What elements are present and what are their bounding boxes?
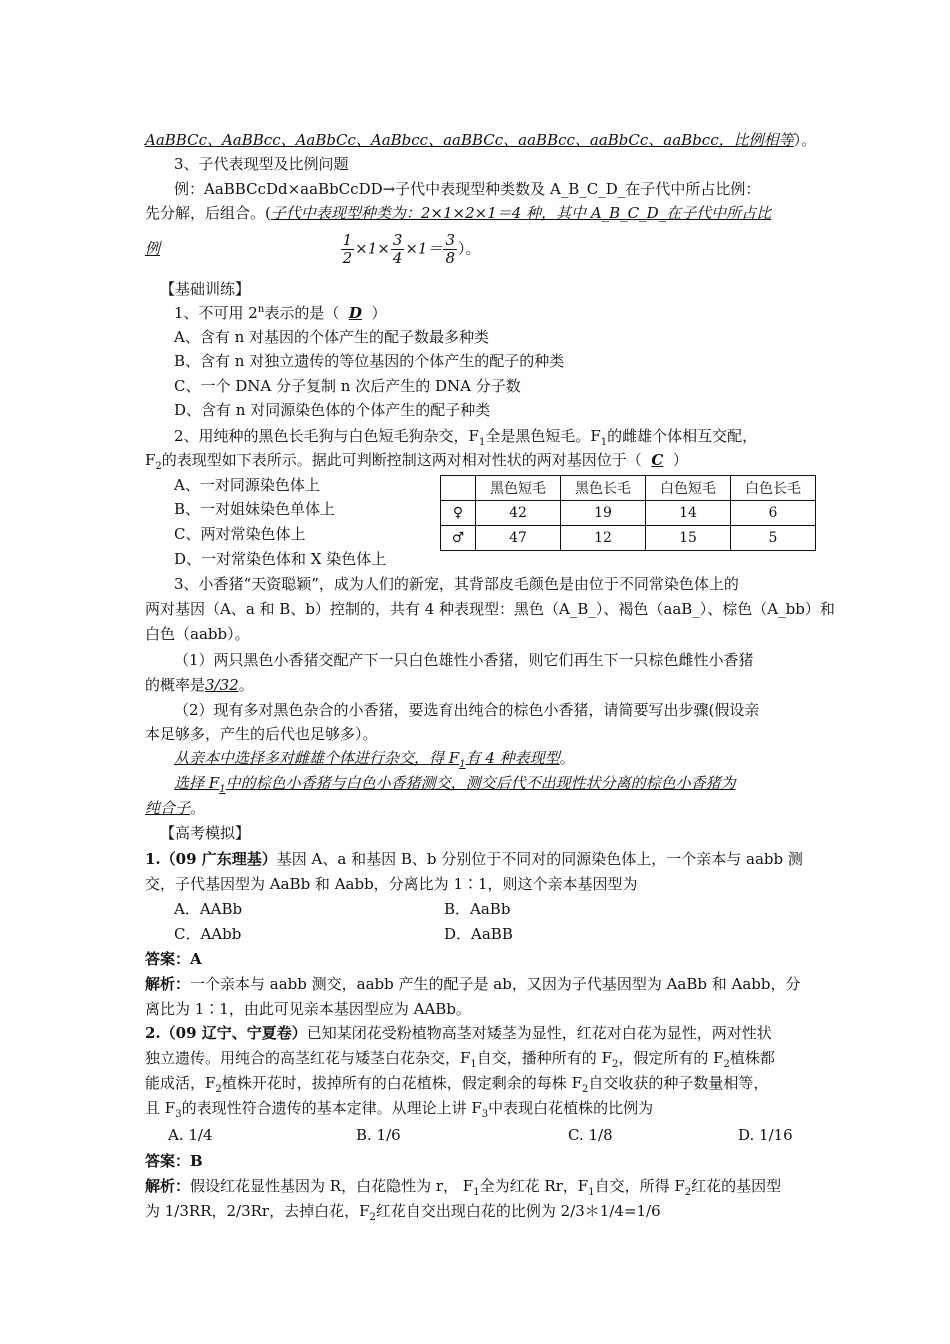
text: 中表现白花植株的比例为 (488, 1099, 654, 1117)
text-line: 离比为 1∶1，由此可见亲本基因型应为 AABb。 (145, 1000, 471, 1018)
text: ，假定所有的 F (618, 1049, 724, 1067)
text-line: 白色（aabb）。 (145, 625, 250, 643)
text-line (145, 232, 481, 267)
section-heading: 【高考模拟】 (160, 824, 251, 842)
answer-label: 答案：A (145, 950, 202, 968)
answer-text: AaBBCc、AaBBcc、AaBbCc、AaBbcc、aaBBCc、aaBBcc、aaBbCc、aaBbcc，比例相等 (145, 131, 794, 149)
option-c: C. 1/8 (568, 1126, 613, 1144)
text-line (145, 674, 254, 696)
denominator: 8 (445, 249, 456, 267)
option-a: A、含有 n 对基因的个体产生的配子数最多种类 (174, 328, 490, 346)
answer-text: 纯合子 (145, 799, 191, 817)
denominator: 4 (392, 249, 403, 267)
text: ×1× (355, 239, 390, 258)
text-line (145, 1097, 653, 1119)
answer-text: 中的棕色小香猪与白色小香猪测交，测交后代不出现性状分离的棕色小香猪为 (225, 774, 736, 792)
numerator: 1 (342, 231, 353, 249)
table-header-cell: 黑色长毛 (561, 476, 646, 501)
text: 。 (559, 749, 575, 767)
numerator: 3 (392, 231, 403, 249)
table-header-cell: 白色长毛 (731, 476, 816, 501)
table-cell: 6 (731, 501, 816, 526)
text: 假设红花显性基因为 R，白花隐性为 r， F (190, 1177, 474, 1195)
option-b: B、一对姐妹染色单体上 (174, 500, 336, 518)
text: 全是黑色短毛。F (485, 427, 601, 445)
table-cell: 14 (646, 501, 731, 526)
question-1 (174, 302, 386, 324)
table-cell: 47 (476, 526, 561, 551)
explanation-label: 解析： (145, 975, 191, 993)
text: 先分解，后组合。( (145, 204, 271, 222)
answer-mark: D (348, 304, 362, 322)
text: ） (672, 451, 688, 469)
option-c: C、两对常染色体上 (174, 525, 306, 543)
subscript: 1 (600, 437, 608, 448)
text-line: 交，子代基因型为 AaBb 和 Aabb，分离比为 1∶1，则这个亲本基因型为 (145, 875, 638, 893)
answer-text: 子代中表现型种类为：2×1×2×1＝4 种，其中 A_B_C_D_在子代中所占比 (270, 204, 772, 222)
table-header-cell: 白色短毛 (646, 476, 731, 501)
text: 的表现性符合遗传的基本定律。从理论上讲 F (181, 1099, 482, 1117)
text: 已知某闭花受粉植物高茎对矮茎为显性，红花对白花为显性，两对性状 (306, 1024, 772, 1042)
option-a: A. 1/4 (168, 1126, 213, 1144)
text: 且 F (145, 1099, 176, 1117)
question-source: 2.（09 辽宁、宁夏卷） (145, 1024, 307, 1042)
explanation (145, 1175, 781, 1197)
table-cell: 15 (646, 526, 731, 551)
subscript: 3 (481, 1109, 489, 1120)
option-b: B．AaBb (444, 900, 511, 918)
text-line: 本足够多，产生的后代也足够多）。 (145, 725, 378, 743)
text: 2、用纯种的黑色长毛狗与白色短毛狗杂交，F (174, 427, 479, 445)
text-line: （2）现有多对黑色杂合的小香猪，要选育出纯合的棕色小香猪，请简要写出步骤(假设亲 (174, 701, 760, 719)
text-line (145, 1200, 661, 1222)
option-d: D、一对常染色体和 X 染色体上 (174, 550, 387, 568)
text: F (145, 451, 156, 469)
phenotype-table (440, 475, 816, 551)
subscript: 2 (369, 1212, 376, 1223)
subscript: 2 (611, 1059, 619, 1070)
section-heading: 3、子代表现型及比例问题 (174, 155, 349, 173)
subscript: 2 (155, 461, 162, 472)
text-line: 例：AaBBCcDd×aaBbCcDD→子代中表现型种类数及 A_B_C_D_在子代中所占比例： (174, 180, 761, 198)
subscript: 1 (588, 1187, 595, 1198)
table-header-cell: 黑色短毛 (476, 476, 561, 501)
text: 的表现型如下表所示。据此可判断控制这两对相对性状的两对基因位于（ (161, 451, 642, 469)
fraction (443, 232, 457, 267)
text: 1、不可用 2 (174, 304, 258, 322)
text: 能成活，F (145, 1074, 216, 1092)
table-cell: ♂ (441, 526, 476, 551)
text: ）。 (458, 239, 481, 258)
subscript: 1 (459, 759, 466, 770)
answer-text: 有 4 种表现型 (465, 749, 560, 767)
answer-line (174, 747, 575, 769)
table-header-row (441, 476, 816, 501)
text: 一个亲本与 aabb 测交，aabb 产生的配子是 ab，又因为子代基因型为 AaBb 和 Aabb，分 (190, 975, 801, 993)
text: 红花的基因型 (691, 1177, 782, 1195)
answer-text: 例 (145, 239, 161, 258)
answer-text: 选择 F (174, 774, 220, 792)
text: ×1＝ (405, 239, 443, 258)
option-d: D．AaBB (444, 925, 513, 943)
denominator: 2 (342, 249, 353, 267)
fraction (341, 232, 355, 267)
text: 植株都 (729, 1049, 775, 1067)
text: ） (371, 304, 387, 322)
text: 的概率是 (145, 676, 206, 694)
table-row (441, 526, 816, 551)
explanation-label: 解析： (145, 1177, 191, 1195)
question-source: 1.（09 广东理基） (145, 850, 277, 868)
table-cell: 19 (561, 501, 646, 526)
numerator: 3 (445, 231, 456, 249)
table-header-cell (441, 476, 476, 501)
superscript: n (257, 304, 265, 315)
table-cell: 42 (476, 501, 561, 526)
table-row (441, 501, 816, 526)
text: 自交，播种所有的 F (476, 1049, 612, 1067)
answer-mark: C (651, 451, 664, 469)
text-line (145, 1072, 768, 1094)
option-b: B. 1/6 (356, 1126, 401, 1144)
text-line (145, 202, 771, 224)
subscript: 2 (215, 1084, 222, 1095)
answer-text: 从亲本中选择多对雌雄个体进行杂交，得 F (174, 749, 460, 767)
option-b: B、含有 n 对独立遗传的等位基因的个体产生的配子的种类 (174, 352, 565, 370)
text: ）。 (793, 131, 817, 149)
text-line: 两对基因（A、a 和 B、b）控制的，共有 4 种表现型：黑色（A_B_）、褐色（aaB_）、棕色（A_bb）和 (145, 600, 835, 618)
table-cell: 12 (561, 526, 646, 551)
option-c: C．AAbb (174, 925, 242, 943)
subscript: 1 (478, 437, 486, 448)
question-2 (174, 425, 757, 447)
subscript: 1 (473, 1187, 480, 1198)
table-cell: ♀ (441, 501, 476, 526)
text-line (145, 449, 688, 471)
option-c: C、一个 DNA 分子复制 n 次后产生的 DNA 分子数 (174, 377, 521, 395)
text-line (145, 1047, 775, 1069)
subscript: 2 (684, 1187, 692, 1198)
text: 自交收获的种子数量相等， (588, 1074, 769, 1092)
explanation (145, 973, 801, 995)
subscript: 2 (723, 1059, 730, 1070)
option-a: A、一对同源染色体上 (174, 476, 320, 494)
fraction (391, 232, 405, 267)
option-d: D. 1/16 (738, 1126, 793, 1144)
text-line: （1）两只黑色小香猪交配产下一只白色雄性小香猪，则它们再生下一只棕色雌性小香猪 (174, 651, 754, 669)
subscript: 3 (175, 1109, 182, 1120)
text: 的雌雄个体相互交配， (607, 427, 758, 445)
text: 植株开花时，拔掉所有的白花植株，假定剩余的每株 F (221, 1074, 582, 1092)
option-a: A．AABb (174, 900, 243, 918)
subscript: 1 (470, 1059, 477, 1070)
text: 自交，所得 F (594, 1177, 685, 1195)
exam-question-2 (145, 1022, 772, 1044)
table-cell: 5 (731, 526, 816, 551)
answer-label: 答案：B (145, 1152, 203, 1170)
answer-text: 3/32 (205, 676, 239, 694)
exam-question-1 (145, 848, 803, 870)
text: 全为红花 Rr，F (479, 1177, 589, 1195)
text: 表示的是（ (264, 304, 340, 322)
subscript: 1 (219, 784, 226, 795)
text: 为 1/3RR，2/3Rr，去掉白花，F (145, 1202, 370, 1220)
text: 。 (238, 676, 254, 694)
question-3: 3、小香猪“天资聪颖”，成为人们的新宠，其背部皮毛颜色是由位于不同常染色体上的 (174, 575, 739, 593)
text: 独立遗传。用纯合的高茎红花与矮茎白花杂交，F (145, 1049, 471, 1067)
text-line (145, 129, 816, 151)
text: 红花自交出现白花的比例为 2/3＊1/4=1/6 (375, 1202, 661, 1220)
answer-line (174, 772, 736, 794)
subscript: 2 (581, 1084, 589, 1095)
option-d: D、含有 n 对同源染色体的个体产生的配子种类 (174, 401, 491, 419)
text: 。 (190, 799, 206, 817)
text: 基因 A、a 和基因 B、b 分别位于不同对的同源染色体上，一个亲本与 aabb 测 (276, 850, 803, 868)
section-heading: 【基础训练】 (160, 280, 251, 298)
answer-line (145, 797, 205, 819)
